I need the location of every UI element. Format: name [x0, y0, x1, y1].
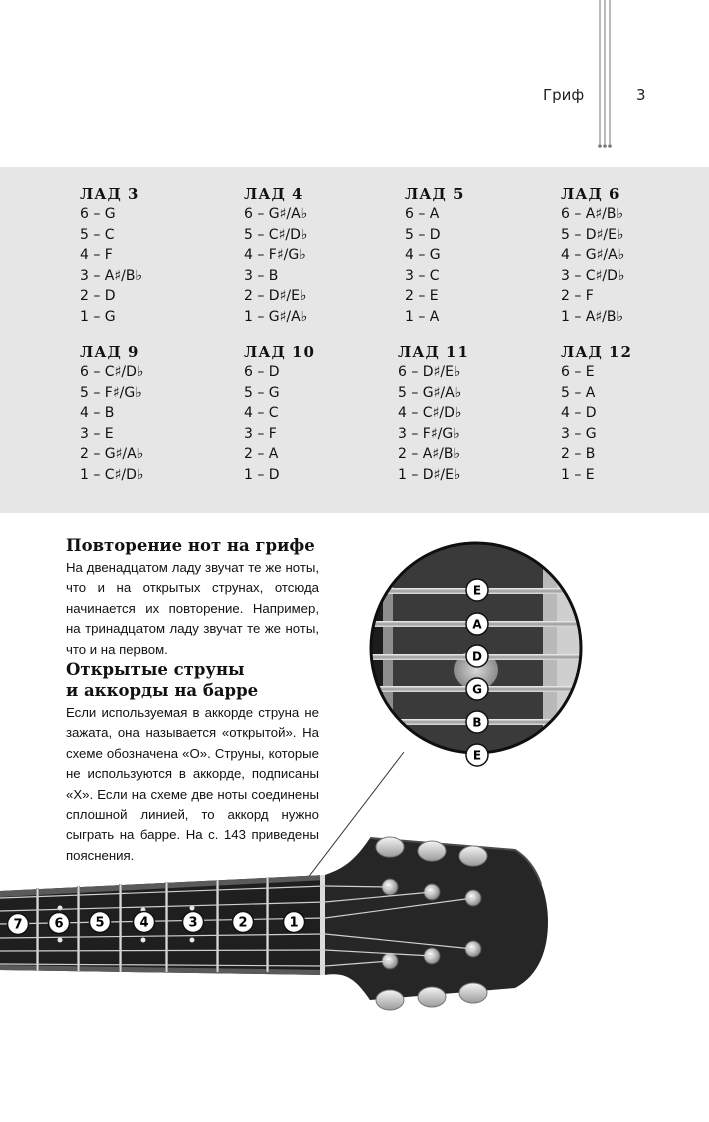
note-line: 2 – A♯/B♭ [398, 446, 461, 463]
note-line: 3 – F♯/G♭ [398, 425, 460, 442]
note-line: 4 – G [405, 247, 441, 264]
header-ornament-lines [597, 0, 615, 150]
section-heading-open-strings-line2: и аккорды на барре [66, 681, 259, 700]
fret-notes-panel [0, 167, 709, 513]
fret-block-3 [80, 184, 230, 328]
svg-text:E: E [472, 583, 482, 598]
note-line: 4 – C♯/D♭ [398, 405, 462, 422]
note-line: 6 – C♯/D♭ [80, 364, 144, 380]
note-line: 1 – A [405, 308, 440, 325]
note-line: 1 – G [80, 308, 116, 325]
fret-number-marker [284, 912, 305, 933]
note-line: 3 – C [405, 267, 440, 284]
note-line: 2 – A [244, 446, 279, 463]
note-line: 2 – B [561, 446, 596, 463]
note-line: 4 – B [80, 405, 115, 422]
note-line: 6 – G [80, 206, 116, 222]
fret-title: ЛАД 5 [405, 185, 465, 203]
note-line: 4 – G♯/A♭ [561, 247, 625, 264]
fret-number-marker [233, 912, 254, 933]
fret-number-marker [183, 912, 204, 933]
note-line: 1 – E [561, 466, 595, 483]
note-line: 6 – G♯/A♭ [244, 206, 308, 222]
note-line: 3 – A♯/B♭ [80, 267, 143, 284]
note-line: 3 – F [244, 425, 277, 442]
guitar-neck-illustration [0, 520, 709, 1020]
note-line: 6 – D [244, 364, 280, 380]
note-line: 3 – B [244, 267, 279, 284]
zoom-string-label [466, 678, 488, 700]
note-line: 1 – D [244, 466, 280, 483]
note-line: 5 – G♯/A♭ [398, 384, 462, 401]
note-line: 2 – E [405, 288, 439, 305]
zoom-string-label [466, 645, 488, 667]
note-line: 6 – A [405, 206, 440, 222]
note-line: 6 – E [561, 364, 595, 380]
fret-block-4 [244, 184, 394, 328]
note-line: 1 – D♯/E♭ [398, 466, 461, 483]
section-text-open-strings: Если используемая в аккорде струна не зажата, она называется «открытой». На схеме обозначена «О». Струны, которые не используются в аккорде, подписаны «X». Если на схеме две ноты соединены сплошной линией, то аккорд нужно сыграть на барре. На с. 143 приведены пояснения. [66, 705, 319, 863]
svg-text:7: 7 [13, 917, 23, 933]
svg-text:5: 5 [95, 915, 105, 931]
svg-text:2: 2 [238, 915, 248, 931]
svg-text:1: 1 [289, 915, 299, 931]
fret-block-9 [80, 342, 230, 486]
fret-block-6 [561, 184, 709, 328]
fret-number-marker [90, 912, 111, 933]
svg-text:D: D [472, 649, 482, 664]
note-line: 5 – C [80, 226, 115, 243]
note-line: 2 – F [561, 288, 594, 305]
note-line: 3 – C♯/D♭ [561, 267, 625, 284]
note-line: 5 – D [405, 226, 441, 243]
svg-text:G: G [472, 682, 482, 697]
fret-title: ЛАД 11 [398, 343, 469, 361]
fret-title: ЛАД 9 [80, 343, 140, 361]
note-line: 4 – F♯/G♭ [244, 247, 306, 264]
zoom-string-label [466, 744, 488, 766]
note-line: 1 – A♯/B♭ [561, 308, 624, 325]
note-line: 6 – D♯/E♭ [398, 364, 461, 380]
note-line: 4 – C [244, 405, 279, 422]
note-line: 5 – D♯/E♭ [561, 226, 624, 243]
fret-block-12 [561, 342, 709, 486]
note-line: 2 – D [80, 288, 116, 305]
note-line: 5 – G [244, 384, 280, 401]
svg-text:E: E [472, 748, 482, 763]
svg-text:A: A [472, 617, 482, 632]
fret-title: ЛАД 12 [561, 343, 632, 361]
section-heading-open-strings-line1: Открытые струны [66, 660, 245, 679]
section-heading-note-repetition: Повторение нот на грифе [66, 536, 315, 555]
zoomed-fretboard-detail [371, 540, 581, 766]
note-line: 5 – A [561, 384, 596, 401]
guitar-headstock [325, 837, 548, 1010]
fret-number-marker [134, 912, 155, 933]
note-line: 1 – C♯/D♭ [80, 466, 144, 483]
fret-block-10 [244, 342, 394, 486]
svg-text:3: 3 [188, 915, 198, 931]
note-line: 6 – A♯/B♭ [561, 206, 624, 222]
note-line: 4 – D [561, 405, 597, 422]
zoom-string-label [466, 711, 488, 733]
note-line: 3 – G [561, 425, 597, 442]
note-line: 2 – G♯/A♭ [80, 446, 144, 463]
svg-text:6: 6 [54, 916, 64, 932]
fret-title: ЛАД 10 [244, 343, 315, 361]
svg-text:4: 4 [139, 915, 149, 931]
fret-block-5 [405, 184, 555, 328]
note-line: 1 – G♯/A♭ [244, 308, 308, 325]
note-line: 5 – F♯/G♭ [80, 384, 142, 401]
fret-number-marker [8, 914, 29, 935]
svg-text:B: B [472, 715, 482, 730]
note-line: 2 – D♯/E♭ [244, 288, 307, 305]
fret-title: ЛАД 3 [80, 185, 140, 203]
fret-number-marker [49, 913, 70, 934]
note-line: 4 – F [80, 247, 113, 264]
zoom-string-label [466, 579, 488, 601]
note-line: 3 – E [80, 425, 114, 442]
page-number: 3 [636, 86, 646, 104]
fret-title: ЛАД 4 [244, 185, 304, 203]
section-text-note-repetition: На двенадцатом ладу звучат те же ноты, что и на открытых струнах, отсюда начинается их повторение. Например, на тринадцатом ладу звучат те же ноты, что и на первом. [66, 560, 319, 657]
note-line: 5 – C♯/D♭ [244, 226, 308, 243]
fret-title: ЛАД 6 [561, 185, 621, 203]
fret-block-11 [398, 342, 548, 486]
running-head: Гриф [543, 86, 585, 104]
zoom-string-label [466, 613, 488, 635]
